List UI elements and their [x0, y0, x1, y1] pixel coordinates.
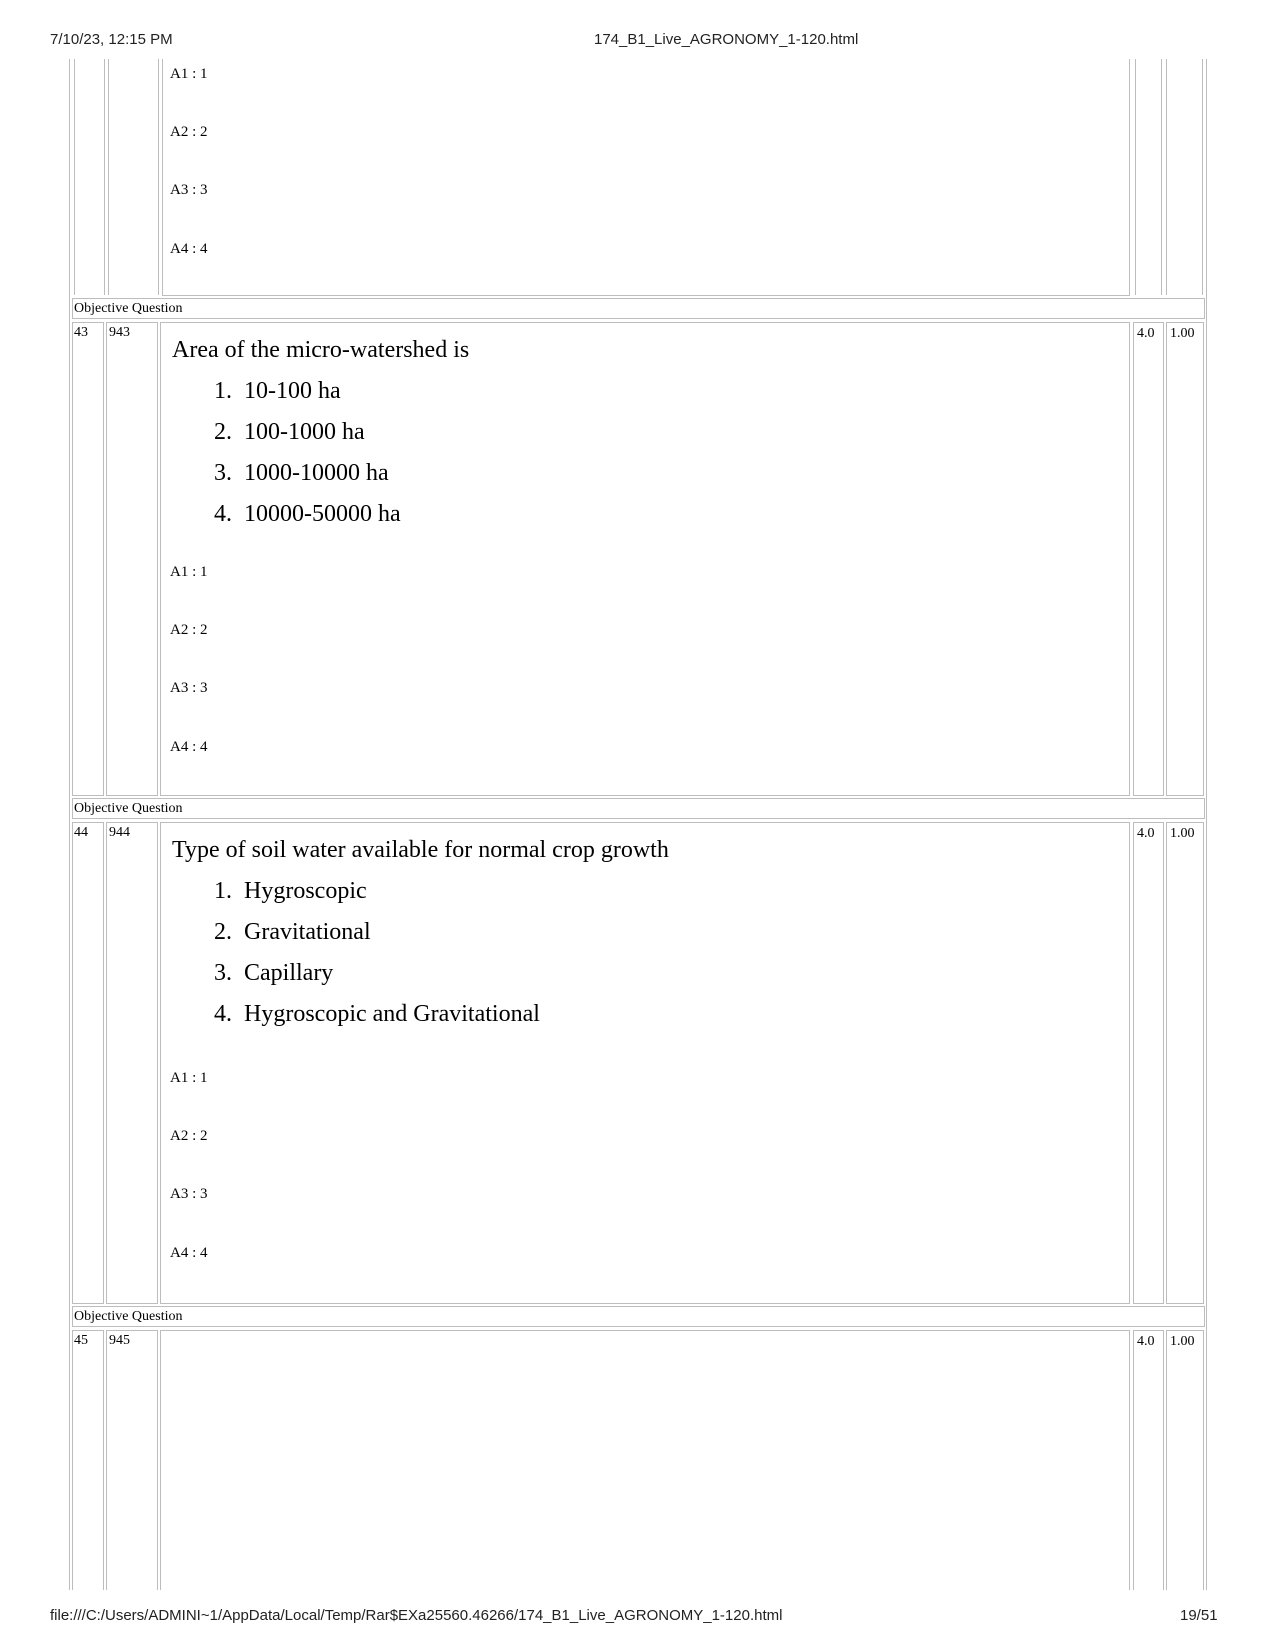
question-option: 2. Gravitational — [214, 919, 371, 945]
question-marks: 4.0 — [1137, 826, 1155, 841]
answer-label: A3 : 3 — [170, 1186, 208, 1202]
answer-label: A4 : 4 — [170, 739, 208, 755]
answer-label: A3 : 3 — [170, 680, 208, 696]
question-id: 943 — [109, 325, 130, 340]
question-option: 1. 10-100 ha — [214, 378, 341, 404]
answer-label: A1 : 1 — [170, 1070, 208, 1086]
answer-label: A2 : 2 — [170, 1128, 208, 1144]
question-negative-marks: 1.00 — [1170, 826, 1195, 841]
section-label-row — [72, 1306, 1205, 1327]
question-marks: 4.0 — [1137, 1334, 1155, 1349]
question-text: Type of soil water available for normal crop growth — [172, 837, 669, 863]
question-text: Area of the micro-watershed is — [172, 337, 470, 363]
print-datetime: 7/10/23, 12:15 PM — [50, 31, 173, 48]
question-serial: 45 — [74, 1333, 88, 1348]
question-option: 3. Capillary — [214, 960, 334, 986]
table-frame-left — [69, 59, 70, 1590]
section-label-row — [72, 298, 1205, 319]
question-option: 3. 1000-10000 ha — [214, 460, 389, 486]
question-negative-marks: 1.00 — [1170, 326, 1195, 341]
page-number: 19/51 — [1180, 1607, 1218, 1624]
question-id: 945 — [109, 1333, 130, 1348]
question-serial: 44 — [74, 825, 88, 840]
answer-label: A1 : 1 — [170, 66, 208, 82]
section-label: Objective Question — [74, 301, 183, 316]
answer-label: A3 : 3 — [170, 182, 208, 198]
answer-label: A2 : 2 — [170, 622, 208, 638]
question-marks: 4.0 — [1137, 326, 1155, 341]
question-negative-marks: 1.00 — [1170, 1334, 1195, 1349]
file-path: file:///C:/Users/ADMINI~1/AppData/Local/Temp/Rar$EXa25560.46266/174_B1_Live_AGRONOMY_1-120.html — [50, 1607, 783, 1624]
question-option: 2. 100-1000 ha — [214, 419, 365, 445]
question-option: 1. Hygroscopic — [214, 878, 367, 904]
question-option: 4. Hygroscopic and Gravitational — [214, 1001, 540, 1027]
answer-label: A1 : 1 — [170, 564, 208, 580]
question-id: 944 — [109, 825, 130, 840]
section-label: Objective Question — [74, 1309, 183, 1324]
section-label: Objective Question — [74, 801, 183, 816]
answer-label: A4 : 4 — [170, 241, 208, 257]
question-body — [160, 1330, 1130, 1590]
answer-label: A2 : 2 — [170, 124, 208, 140]
question-serial: 43 — [74, 325, 88, 340]
answer-label: A4 : 4 — [170, 1245, 208, 1261]
question-option: 4. 10000-50000 ha — [214, 501, 401, 527]
table-frame-right — [1206, 59, 1207, 1590]
section-label-row — [72, 798, 1205, 819]
document-title: 174_B1_Live_AGRONOMY_1-120.html — [594, 31, 859, 48]
